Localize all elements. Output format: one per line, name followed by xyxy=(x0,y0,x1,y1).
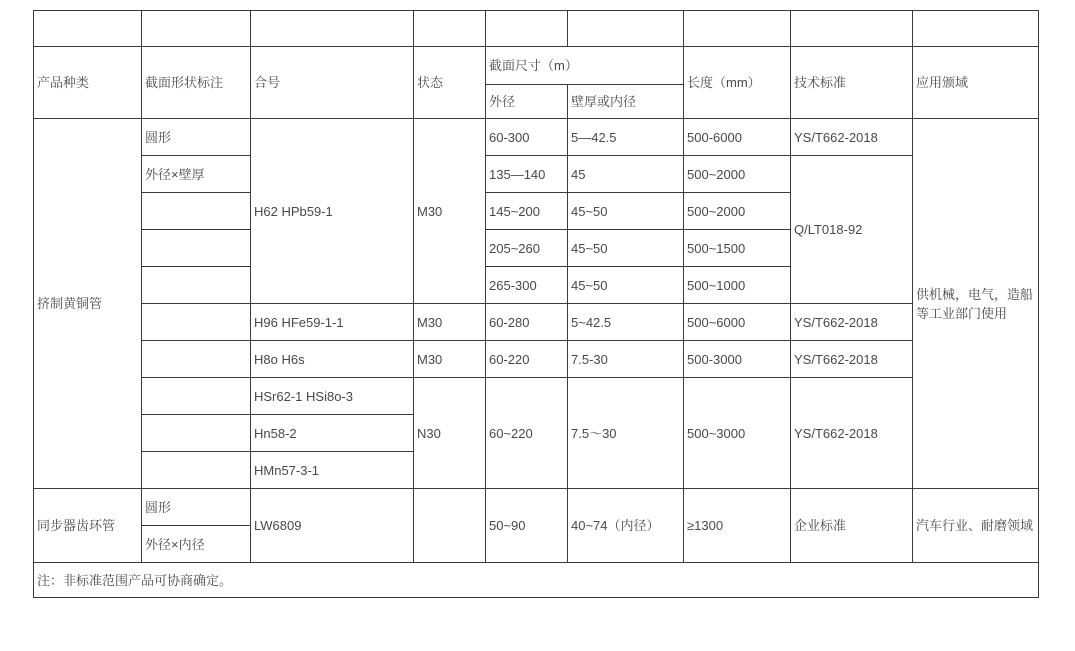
shape-cell: 外径×壁厚 xyxy=(142,156,251,193)
empty-cell xyxy=(142,230,251,267)
table-row xyxy=(34,341,1039,378)
length-cell: 500~1000 xyxy=(684,267,791,304)
wall-cell: 45~50 xyxy=(568,193,684,230)
state-cell: M30 xyxy=(414,119,486,304)
length-cell: 500-6000 xyxy=(684,119,791,156)
od-cell: 60-280 xyxy=(486,304,568,341)
table-row xyxy=(34,119,1039,156)
empty-cell xyxy=(142,378,251,415)
header-alloy: 合号 xyxy=(251,47,414,119)
od-cell: 145~200 xyxy=(486,193,568,230)
wall-cell: 5—42.5 xyxy=(568,119,684,156)
od-cell: 205~260 xyxy=(486,230,568,267)
state-cell: M30 xyxy=(414,304,486,341)
od-cell: 50~90 xyxy=(486,489,568,563)
state-cell: N30 xyxy=(414,378,486,489)
empty-cell xyxy=(684,11,791,47)
header-wall-or-inner: 壁厚或内径 xyxy=(568,85,684,119)
state-cell: M30 xyxy=(414,341,486,378)
wall-cell: 45 xyxy=(568,156,684,193)
note-row xyxy=(34,563,1039,598)
table-row xyxy=(34,489,1039,526)
header-state: 状态 xyxy=(414,47,486,119)
empty-cell xyxy=(142,267,251,304)
header-section-size: 截面尺寸（m） xyxy=(486,47,684,85)
length-cell: 500-3000 xyxy=(684,341,791,378)
od-cell: 60-300 xyxy=(486,119,568,156)
empty-cell xyxy=(251,11,414,47)
standard-cell: YS/T662-2018 xyxy=(791,119,913,156)
empty-cell xyxy=(34,11,142,47)
empty-cell xyxy=(142,341,251,378)
header-application: 应用颁域 xyxy=(913,47,1039,119)
length-cell: 500~6000 xyxy=(684,304,791,341)
empty-cell xyxy=(142,415,251,452)
empty-cell xyxy=(142,304,251,341)
alloy-cell: H8o H6s xyxy=(251,341,414,378)
empty-cell xyxy=(791,11,913,47)
table-row xyxy=(34,304,1039,341)
wall-cell: 45~50 xyxy=(568,267,684,304)
empty-cell xyxy=(142,11,251,47)
empty-cell xyxy=(142,193,251,230)
standard-cell: Q/LT018-92 xyxy=(791,156,913,304)
standard-cell: YS/T662-2018 xyxy=(791,304,913,341)
application-cell: 供机械，电气，造船等工业部门使用 xyxy=(913,119,1039,489)
shape-cell: 外径×内径 xyxy=(142,526,251,563)
header-length: 长度（mm） xyxy=(684,47,791,119)
shape-cell: 圆形 xyxy=(142,489,251,526)
alloy-cell: HMn57-3-1 xyxy=(251,452,414,489)
od-cell: 265-300 xyxy=(486,267,568,304)
alloy-cell: H96 HFe59-1-1 xyxy=(251,304,414,341)
alloy-cell: LW6809 xyxy=(251,489,414,563)
length-cell: ≥1300 xyxy=(684,489,791,563)
length-cell: 500~3000 xyxy=(684,378,791,489)
length-cell: 500~2000 xyxy=(684,193,791,230)
state-cell xyxy=(414,489,486,563)
od-cell: 60-220 xyxy=(486,341,568,378)
product-cell: 挤制黄铜管 xyxy=(34,119,142,489)
product-cell: 同步器齿环管 xyxy=(34,489,142,563)
standard-cell: YS/T662-2018 xyxy=(791,378,913,489)
top-empty-row xyxy=(34,11,1039,47)
wall-cell: 45~50 xyxy=(568,230,684,267)
application-cell: 汽车行业、耐磨领域 xyxy=(913,489,1039,563)
empty-cell xyxy=(142,452,251,489)
wall-cell: 7.5～30 xyxy=(568,378,684,489)
wall-cell: 40~74（内径） xyxy=(568,489,684,563)
product-spec-table xyxy=(33,10,1039,598)
od-cell: 60~220 xyxy=(486,378,568,489)
alloy-cell: H62 HPb59-1 xyxy=(251,119,414,304)
length-cell: 500~1500 xyxy=(684,230,791,267)
length-cell: 500~2000 xyxy=(684,156,791,193)
note-cell: 注：非标准范围产品可协商确定。 xyxy=(34,563,1039,598)
standard-cell: 企业标准 xyxy=(791,489,913,563)
empty-cell xyxy=(414,11,486,47)
alloy-cell: Hn58-2 xyxy=(251,415,414,452)
header-tech-standard: 技术标准 xyxy=(791,47,913,119)
header-shape-note: 截面形状标注 xyxy=(142,47,251,119)
table-row xyxy=(34,378,1039,415)
wall-cell: 7.5-30 xyxy=(568,341,684,378)
header-product-type: 产品种类 xyxy=(34,47,142,119)
shape-cell: 圆形 xyxy=(142,119,251,156)
empty-cell xyxy=(913,11,1039,47)
od-cell: 135—140 xyxy=(486,156,568,193)
standard-cell: YS/T662-2018 xyxy=(791,341,913,378)
alloy-cell: HSr62-1 HSi8o-3 xyxy=(251,378,414,415)
empty-cell xyxy=(568,11,684,47)
empty-cell xyxy=(486,11,568,47)
header-row-1 xyxy=(34,47,1039,85)
table-row xyxy=(34,156,1039,193)
header-outer-diameter: 外径 xyxy=(486,85,568,119)
wall-cell: 5~42.5 xyxy=(568,304,684,341)
